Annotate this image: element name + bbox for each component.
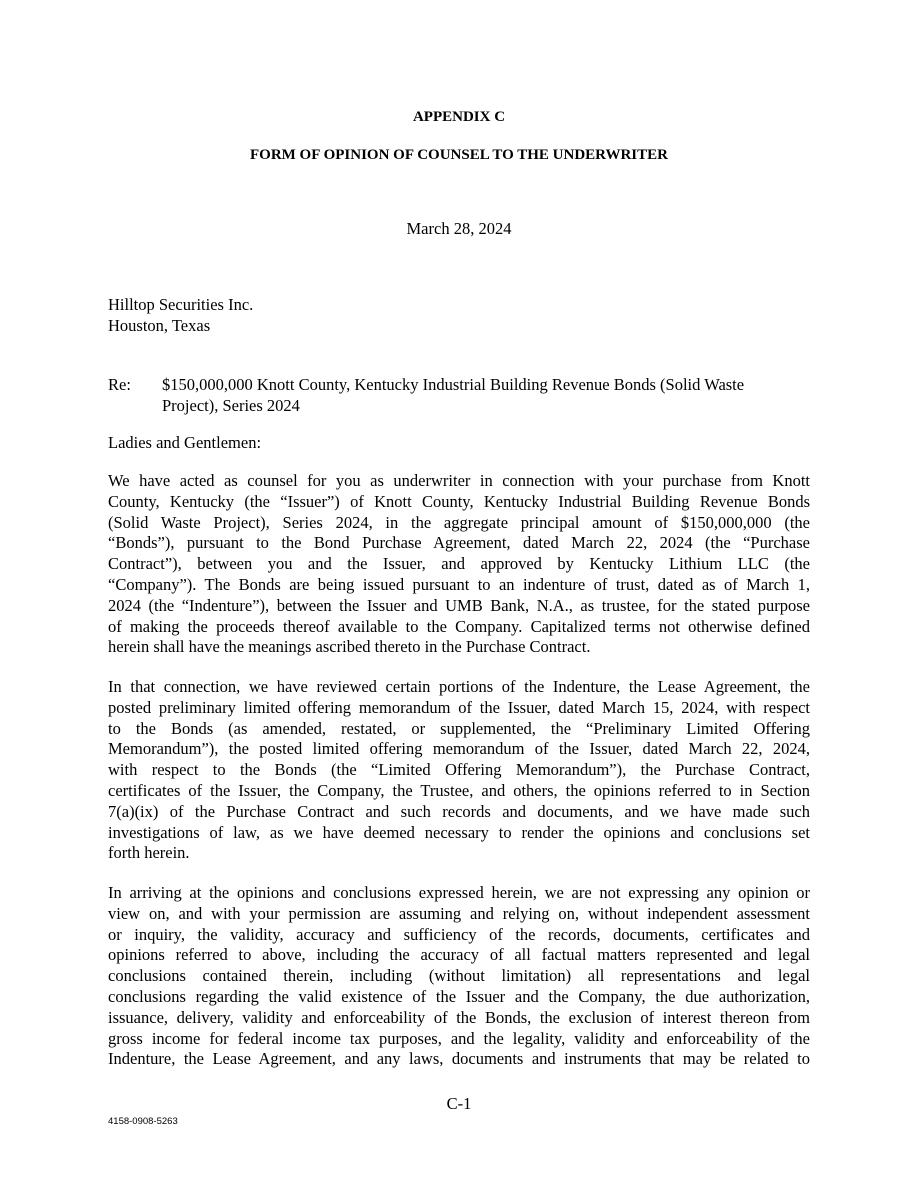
addressee-name: Hilltop Securities Inc. [108,295,254,314]
paragraph-line: herein shall have the meanings ascribed thereto in the Purchase Contract. [108,637,591,657]
paragraph-line: view on, and with your permission are assuming and relying on, without independent assessment [108,903,810,923]
paragraph-line: conclusions regarding the valid existence of the Issuer and the Company, the due authorization, [108,986,810,1006]
letter-date: March 28, 2024 [406,219,512,238]
paragraph-engagement [108,471,810,658]
paragraph-line: Memorandum”), the posted limited offering memorandum of the Issuer, dated March 22, 2024, [108,739,810,759]
paragraph-line: 7(a)(ix) of the Purchase Contract and such records and documents, and we have made such [108,801,810,821]
paragraph-line: or inquiry, the validity, accuracy and sufficiency of the records, documents, certificates and [108,924,810,944]
paragraph-line: We have acted as counsel for you as underwriter in connection with your purchase from Knott [108,471,810,490]
re-subject-line: $150,000,000 Knott County, Kentucky Industrial Building Revenue Bonds (Solid Waste [162,375,745,394]
paragraph-line: investigations of law, as we have deemed necessary to render the opinions and conclusions set [108,822,810,842]
re-subject-line: Project), Series 2024 [162,395,300,415]
paragraph-line: forth herein. [108,843,190,863]
paragraph-line: “Company”). The Bonds are being issued pursuant to an indenture of trust, dated as of March 1, [108,574,810,594]
paragraph-line: issuance, delivery, validity and enforceability of the Bonds, the exclusion of interest thereon from [108,1007,810,1027]
appendix-title: APPENDIX C [412,109,506,125]
paragraph-line: conclusions contained therein, including (without limitation) all representations and legal [108,966,810,986]
salutation: Ladies and Gentlemen: [108,433,262,452]
paragraph-line: with respect to the Bonds (the “Limited Offering Memorandum”), the Purchase Contract, [108,760,810,780]
paragraph-line: In that connection, we have reviewed certain portions of the Indenture, the Lease Agreement, the [108,677,810,696]
paragraph-line: County, Kentucky (the “Issuer”) of Knott County, Kentucky Industrial Building Revenue Bonds [108,491,810,511]
paragraph-line: to the Bonds (as amended, restated, or supplemented, the “Preliminary Limited Offering [108,718,810,738]
paragraph-reliance [108,883,810,1070]
addressee-block [108,295,253,336]
paragraph-line: opinions referred to above, including the accuracy of all factual matters represented and legal [108,945,810,965]
paragraph-line: Indenture, the Lease Agreement, and any laws, documents and instruments that may be related to [108,1049,810,1069]
re-label: Re: [108,375,131,394]
paragraph-line: Contract”), between you and the Issuer, and approved by Kentucky Lithium LLC (the [108,554,810,574]
paragraph-line: In arriving at the opinions and conclusions expressed herein, we are not expressing any opinion or [108,883,810,902]
paragraph-line: 2024 (the “Indenture”), between the Issuer and UMB Bank, N.A., as trustee, for the stated purpose [108,595,810,615]
paragraph-line: certificates of the Issuer, the Company, the Trustee, and others, the opinions referred to in Section [108,780,810,800]
paragraph-line: posted preliminary limited offering memorandum of the Issuer, dated March 15, 2024, with respect [108,697,810,717]
document-code: 4158-0908-5263 [108,1116,178,1127]
addressee-location: Houston, Texas [108,315,211,335]
paragraph-line: “Bonds”), pursuant to the Bond Purchase Agreement, dated March 22, 2024 (the “Purchase [108,533,810,553]
paragraph-line: of making the proceeds thereof available to the Company. Capitalized terms not otherwise defined [108,616,810,636]
re-subject [162,375,810,416]
paragraph-review [108,677,810,864]
paragraph-line: gross income for federal income tax purposes, and the legality, validity and enforceability of the [108,1028,810,1048]
paragraph-line: (Solid Waste Project), Series 2024, in the aggregate principal amount of $150,000,000 (the [108,512,810,532]
page-number: C-1 [446,1094,472,1113]
form-title: FORM OF OPINION OF COUNSEL TO THE UNDERWRITER [249,147,668,163]
